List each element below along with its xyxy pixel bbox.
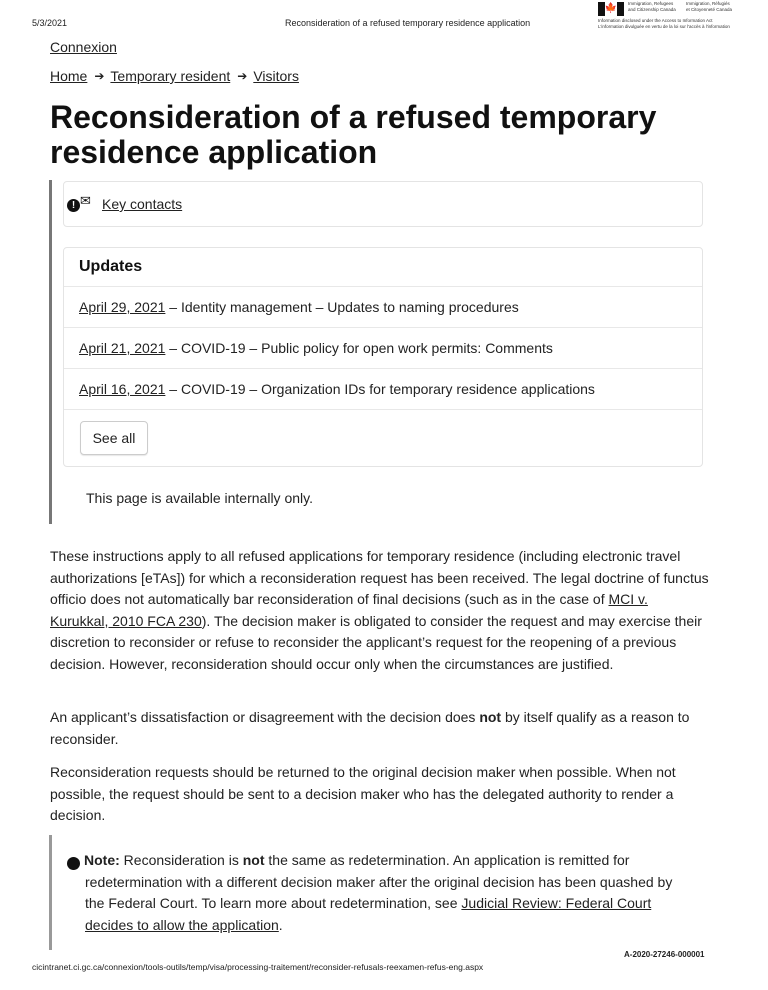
connexion-link[interactable]: Connexion <box>50 39 117 55</box>
dept-fr-line2: et Citoyenneté Canada <box>686 7 733 12</box>
breadcrumb <box>50 68 299 84</box>
footer-url: cicintranet.ci.gc.ca/connexion/tools-outils/temp/visa/processing-traitement/reconsider-refusals-reexamen-refus-eng.aspx <box>32 962 484 972</box>
note-text: Reconsideration is <box>119 852 243 868</box>
update-date-link[interactable]: April 21, 2021 <box>79 340 166 356</box>
dept-en-line2: and Citizenship Canada <box>628 7 676 12</box>
info-icon: i <box>67 857 80 870</box>
disclosure-fr: L'information divulguée en vertu de la loi sur l'accès à l'information <box>598 24 730 29</box>
update-text: – COVID-19 – Organization IDs for temporary residence applications <box>165 381 595 397</box>
paragraph-text: These instructions apply to all refused applications for temporary residence (including electronic travel authorizations [eTAs]) for which a reconsideration request has been received. The legal doctrine of functus officio does not automatically bar reconsideration of final decisions (such as in the case of <box>50 548 709 607</box>
updates-heading: Updates <box>79 258 143 275</box>
page-title: Reconsideration of a refused temporary residence application <box>50 99 657 170</box>
dept-fr-line1: Immigration, Réfugiés <box>686 1 730 6</box>
arrow-right-icon: ➔ <box>94 69 105 83</box>
kurukkal-case-link[interactable]: MCI v. Kurukkal, 2010 FCA 230 <box>50 591 648 629</box>
emphasis-not: not <box>479 709 502 725</box>
see-all-button[interactable]: See all <box>80 421 148 455</box>
key-contacts-panel <box>63 181 703 227</box>
print-date: 5/3/2021 <box>32 18 68 28</box>
key-contacts-icon: ! ✉ <box>67 195 99 213</box>
document-id: A-2020-27246-000001 <box>624 950 705 959</box>
breadcrumb-visitors[interactable]: Visitors <box>253 68 299 84</box>
canada-flag-icon: 🍁 <box>598 2 624 16</box>
paragraph-decision-maker: Reconsideration requests should be returned to the original decision maker when possible. When not possible, the request should be sent to a decision maker who has the delegated authority to render a decision. <box>50 764 676 823</box>
disclosure-notice <box>598 18 768 30</box>
update-text: – COVID-19 – Public policy for open work permits: Comments <box>165 340 553 356</box>
breadcrumb-home[interactable]: Home <box>50 68 88 84</box>
internal-only-notice: This page is available internally only. <box>86 490 313 506</box>
department-names <box>628 1 768 13</box>
updates-panel <box>63 247 703 467</box>
print-header-title: Reconsideration of a refused temporary residence application <box>285 18 531 28</box>
arrow-right-icon: ➔ <box>237 69 248 83</box>
sidebar-accent-bar <box>49 180 52 524</box>
breadcrumb-temporary-resident[interactable]: Temporary resident <box>110 68 231 84</box>
update-item <box>64 368 702 409</box>
paragraph-text: An applicant’s dissatisfaction or disagreement with the decision does <box>50 709 480 725</box>
dept-en-line1: Immigration, Refugees <box>628 1 674 6</box>
note-end: . <box>278 916 283 933</box>
update-date-link[interactable]: April 29, 2021 <box>79 299 166 315</box>
paragraph-scope <box>50 546 710 675</box>
note-label: Note: <box>84 852 120 868</box>
note-text: the same as redetermination. An application is remitted for redetermination with a different decision maker after the original decision has been quashed by the Federal Court. To learn more about redetermination, see <box>85 852 673 911</box>
note-callout <box>63 850 687 936</box>
judicial-review-link[interactable]: Judicial Review: Federal Court decides to allow the application <box>85 895 652 933</box>
emphasis-not: not <box>242 852 265 868</box>
note-accent-bar <box>49 835 52 950</box>
update-date-link[interactable]: April 16, 2021 <box>79 381 166 397</box>
update-item <box>64 327 702 368</box>
paragraph-dissatisfaction <box>50 707 710 750</box>
paragraph-text: ). The decision maker is obligated to consider the request and may exercise their discretion to reconsider or refuse to reconsider the applicant’s request for the reopening of a previous decision. However, reconsideration should occur only when the circumstances are justified. <box>50 612 702 672</box>
key-contacts-link[interactable]: Key contacts <box>102 196 183 212</box>
update-text: – Identity management – Updates to naming procedures <box>165 299 519 315</box>
disclosure-en: Information disclosed under the Access to Information Act <box>598 18 713 23</box>
see-all-row <box>64 409 702 466</box>
update-item <box>64 286 702 327</box>
paragraph-text: by itself qualify as a reason to reconsider. <box>50 709 690 747</box>
